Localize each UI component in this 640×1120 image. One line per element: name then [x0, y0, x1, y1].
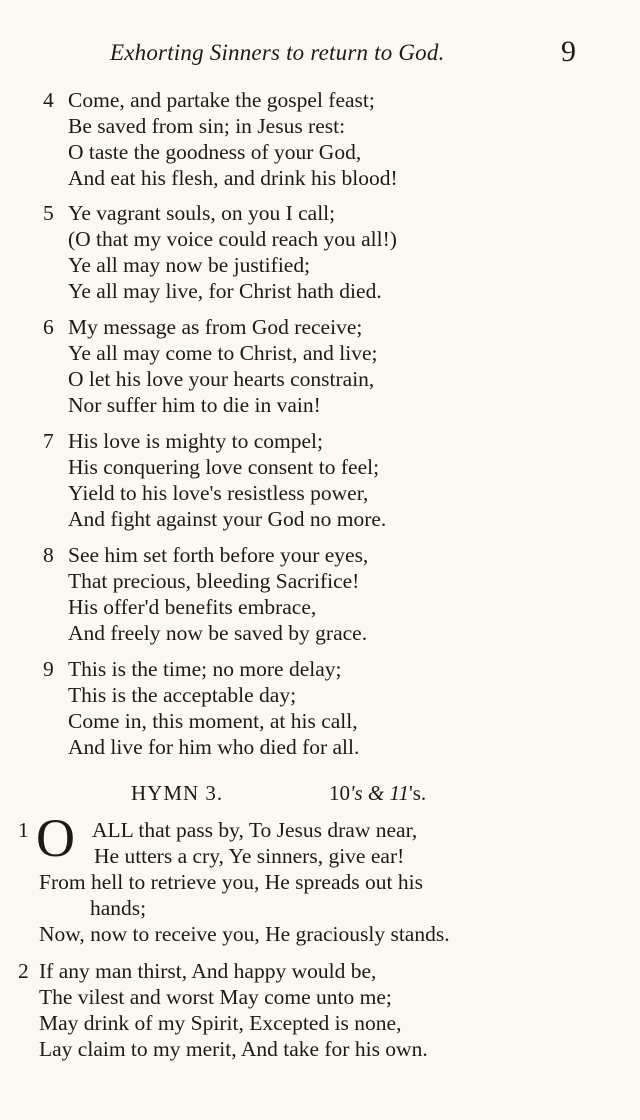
verse-line: Ye vagrant souls, on you I call;: [68, 201, 336, 225]
verse-line: And live for him who died for all.: [68, 735, 360, 759]
verse-line: Ye all may live, for Christ hath died.: [68, 279, 382, 303]
hymn-title: HYMN 3.: [131, 781, 224, 805]
verse-line: Lay claim to my merit, And take for his own.: [39, 1037, 428, 1061]
verse-line: May drink of my Spirit, Excepted is none,: [39, 1011, 402, 1035]
stanza-number: 5: [43, 201, 54, 225]
verse-line: And freely now be saved by grace.: [68, 621, 368, 645]
running-title: Exhorting Sinners to return to God.: [110, 40, 445, 65]
stanza-number: 4: [43, 88, 54, 112]
verse-line: Be saved from sin; in Jesus rest:: [68, 114, 346, 138]
verse-line: This is the acceptable day;: [68, 683, 297, 707]
verse-line: This is the time; no more delay;: [68, 657, 342, 681]
verse-line: Come, and partake the gospel feast;: [68, 88, 375, 112]
stanza-number: 6: [43, 315, 54, 339]
verse-line: From hell to retrieve you, He spreads out his: [39, 870, 423, 894]
verse-line: O taste the goodness of your God,: [68, 140, 362, 164]
verse-line: Come in, this moment, at his call,: [68, 709, 358, 733]
drop-cap: O: [36, 808, 75, 868]
page-number: 9: [561, 35, 576, 68]
verse-line: The vilest and worst May come unto me;: [39, 985, 392, 1009]
verse-line: He utters a cry, Ye sinners, give ear!: [94, 844, 405, 868]
verse-line: Yield to his love's resistless power,: [68, 481, 369, 505]
page-header: [0, 35, 640, 72]
stanza-number: 9: [43, 657, 54, 681]
hymn-heading: [0, 781, 640, 809]
verse-line: hands;: [90, 896, 147, 920]
verse-line: And fight against your God no more.: [68, 507, 387, 531]
verse-line: ALL that pass by, To Jesus draw near,: [92, 818, 418, 842]
verse-line: My message as from God receive;: [68, 315, 363, 339]
stanza-number: 2: [18, 959, 29, 983]
stanza-number: 8: [43, 543, 54, 567]
verse-line: Nor suffer him to die in vain!: [68, 393, 321, 417]
verse-line: O let his love your hearts constrain,: [68, 367, 375, 391]
verse-line: (O that my voice could reach you all!): [68, 227, 397, 251]
verse-line: His offer'd benefits embrace,: [68, 595, 317, 619]
verse-line: Ye all may come to Christ, and live;: [68, 341, 378, 365]
stanza-number: 1: [18, 818, 29, 842]
verse-line: Now, now to receive you, He graciously stands.: [39, 922, 450, 946]
verse-line: See him set forth before your eyes,: [68, 543, 369, 567]
verse-line: His conquering love consent to feel;: [68, 455, 380, 479]
verse-line: If any man thirst, And happy would be,: [39, 959, 377, 983]
verse-line: His love is mighty to compel;: [68, 429, 323, 453]
verse-line: That precious, bleeding Sacrifice!: [68, 569, 360, 593]
hymn-meter: 10's & 11's.: [329, 781, 427, 805]
verse-line: Ye all may now be justified;: [68, 253, 311, 277]
verse-line: And eat his flesh, and drink his blood!: [68, 166, 398, 190]
stanza-number: 7: [43, 429, 54, 453]
